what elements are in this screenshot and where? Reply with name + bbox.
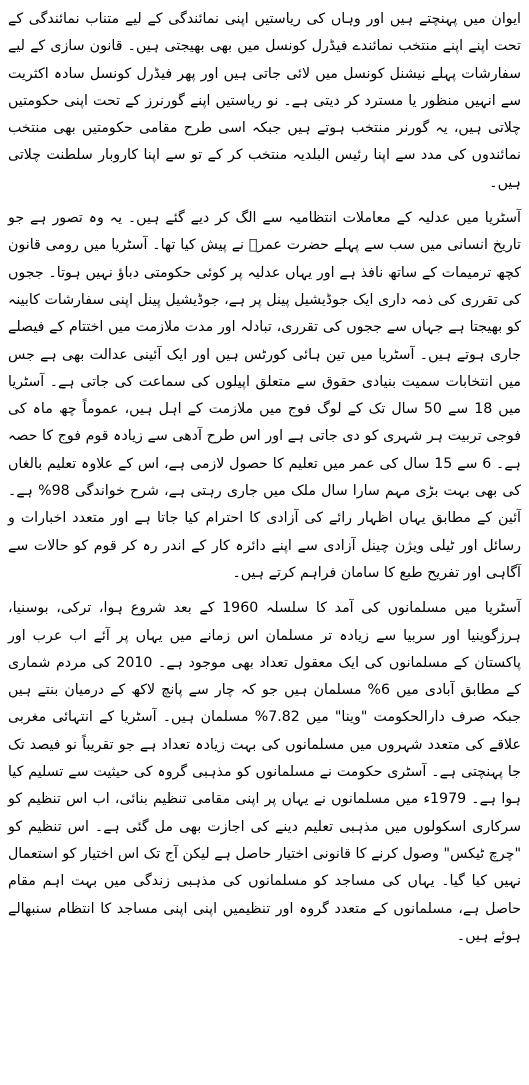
paragraph-muslims: آسٹریا میں مسلمانوں کی آمد کا سلسلہ 1960 کے بعد شروع ہوا، ترکی، بوسنیا، ہرزگوینیا اور سربیا سے زیادہ تر مسلمان اس زمانے میں یہاں پر آئے اب عرب اور پاکستان کے مسلمانوں کی ایک معقول تعداد بھی موجود ہے۔ 2010 کی مردم شماری کے مطابق آبادی میں 6% مسلمان ہیں جو کہ چار سے پانچ لاکھ کے درمیان بنتے ہیں جبکہ صرف دارالحکومت "وینا" میں 7.82% مسلمان ہیں۔ آسٹریا کے انتہائی مغربی علاقے کی متعدد شہروں میں مسلمانوں کی بہت زیادہ تعداد ہے جو تقریباً نو فیصد تک جا پہنچتی ہے۔ آسٹری حکومت نے مسلمانوں کو مذہبی گروہ کی حیثیت سے تسلیم کیا ہوا ہے۔ 1979ء میں مسلمانوں نے یہاں پر اپنی مقامی تنظیم بنائی، اب اس تنظیم کو سرکاری اسکولوں میں مذہبی تعلیم دینے کی اجازت بھی مل گئی ہے۔ اس تنظیم کو "چرچ ٹیکس" وصول کرنے کا قانونی اختیار حاصل ہے لیکن آج تک اس اختیار کو استعمال نہیں کیا گیا۔ یہاں کی مساجد کو مسلمانوں کی مذہبی زندگی میں بہت اہم مقام حاصل ہے، مسلمانوں کے متعدد گروہ اور تنظیمیں اپنی اپنی مساجد کا انتظام سنبھالے ہوئے ہیں۔ (8, 600, 522, 944)
paragraph-government: ایوان میں پہنچتے ہیں اور وہاں کی ریاستیں اپنی نمائندگی کے لیے متناب نمائندگی کے تحت اپنے اپنے منتخب نمائندے فیڈرل کونسل میں بھی بھیجتی ہیں۔ قانون سازی کے لیے سفارشات پہلے نیشنل کونسل میں لائی جاتی ہیں اور پھر فیڈرل کونسل سادہ اکثریت سے انہیں منظور یا مسترد کر دیتی ہے۔ نو ریاستیں اپنے گورنرز کے تحت اپنی حکومتیں چلاتی ہیں، یہ گورنر منتخب ہوتے ہیں جبکہ اسی طرح مقامی حکومتیں بھی منتخب نمائندوں کی مدد سے اپنا رئیس البلدیہ منتخب کر کے تو سے اپنا کاروبار سلطنت چلاتی ہیں۔ (8, 11, 521, 191)
paragraph-judiciary: آسٹریا میں عدلیہ کے معاملات انتظامیہ سے الگ کر دیے گئے ہیں۔ یہ وہ تصور ہے جو تاریخ انسانی میں سب سے پہلے حضرت عمرؓ نے پیش کیا تھا۔ آسٹریا میں رومی قانون کچھ ترمیمات کے ساتھ نافذ ہے اور یہاں عدلیہ پر کوئی حکومتی دباؤ نہیں ہوتا۔ ججوں کی تقرری کی ذمہ داری ایک جوڈیشیل پینل پر ہے، جوڈیشیل پینل اپنی سفارشات کابینہ کو بھیجتا ہے جہاں سے ججوں کی تقرری، تبادلہ اور مدت ملازمت میں اختتام کے فیصلے جاری ہوتے ہیں۔ آسٹریا میں تین ہائی کورٹس ہیں اور ایک آئینی عدالت بھی ہے جس میں انتخابات سمیت بنیادی حقوق سے متعلق اپیلوں کی سماعت کی جاتی ہے۔ آسٹریا میں 18 سے 50 سال تک کے لوگ فوج میں ملازمت کے اہل ہیں، عموماً چھ ماہ کی فوجی تربیت ہر شہری کو دی جاتی ہے اور اس طرح آدھی سے زیادہ قوم فوج کا حصہ ہے۔ 6 سے 15 سال کی عمر میں تعلیم کا حصول لازمی ہے، اس کے علاوہ تعلیم بالغاں کی بھی بہت بڑی مہم سارا سال ملک میں جاری رہتی ہے، شرح خواندگی 98% ہے۔ آئین کے مطابق یہاں اظہار رائے کی آزادی کا احترام کیا جاتا ہے اور متعدد اخبارات و رسائل اور ٹیلی ویژن چینل آزادی سے اپنے دائرہ کار کے اندر رہ کر قوم کو حالات سے آگاہی اور تفریح طبع کا سامان فراہم کرتے ہیں۔ (8, 210, 521, 581)
